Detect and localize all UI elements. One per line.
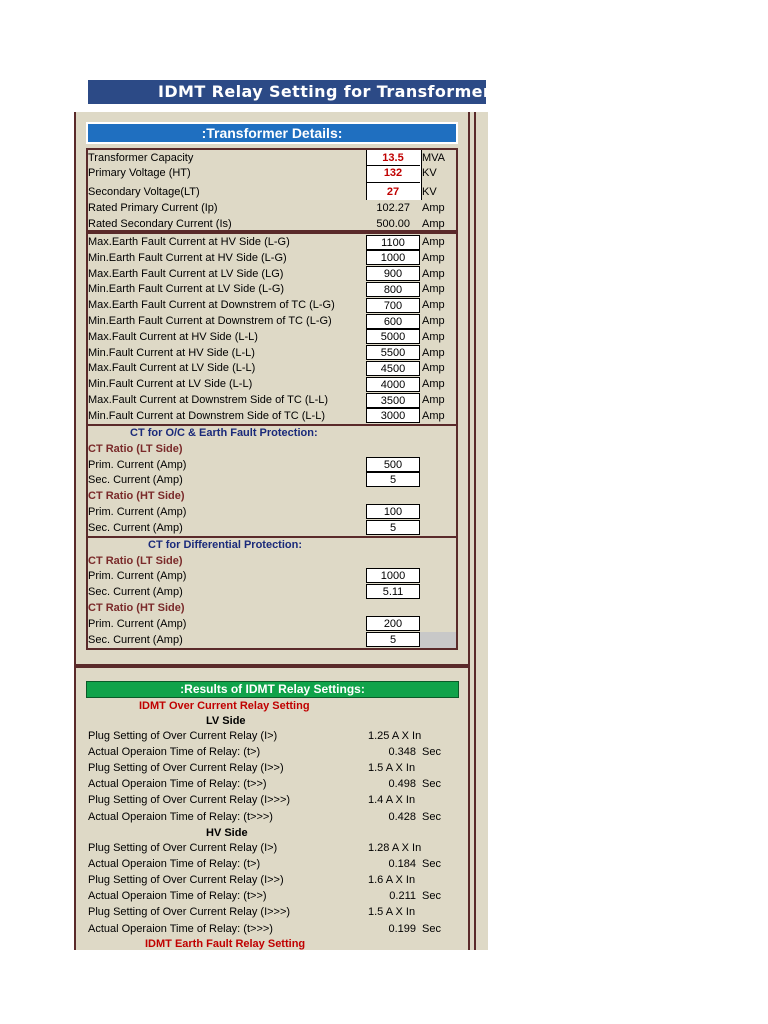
sheet-title: IDMT Relay Setting for Transformer (Ov [88, 80, 486, 104]
result-label: Plug Setting of Over Current Relay (I>) [88, 730, 278, 742]
fault-label: Max.Fault Current at LV Side (L-L) [88, 362, 256, 375]
result-time-unit: Sec [422, 746, 441, 759]
ct-diff-ht-prim-input[interactable]: 200 [366, 616, 420, 631]
ct-diff-ht-sec-label: Sec. Current (Amp) [88, 634, 183, 646]
fault-label: Min.Fault Current at Downstrem Side of TC (L-L) [88, 409, 325, 422]
fault-input[interactable]: 800 [366, 282, 420, 297]
fault-label: Max.Earth Fault Current at HV Side (L-G) [88, 236, 290, 248]
detail-unit: Amp [422, 202, 445, 214]
fault-unit: Amp [422, 330, 445, 343]
fault-input[interactable]: 4000 [366, 377, 420, 392]
fault-input[interactable]: 1100 [366, 235, 420, 250]
detail-unit: MVA [422, 152, 446, 164]
empty-gray-cell [420, 632, 456, 648]
fault-input[interactable]: 5500 [366, 345, 420, 360]
result-plug-setting: 1.25 A X In [368, 730, 422, 742]
result-label: Actual Operaion Time of Relay: (t>>>) [88, 922, 273, 935]
result-time-value: 0.428 [388, 810, 416, 823]
ct-oc-ht-prim-input[interactable]: 100 [366, 504, 420, 519]
ct-oc-ht-prim-label: Prim. Current (Amp) [88, 506, 187, 518]
ct-oc-lt-title: CT Ratio (LT Side) [88, 443, 183, 455]
results-header: :Results of IDMT Relay Settings: [86, 681, 459, 698]
result-plug-setting: 1.28 A X In [368, 842, 422, 854]
result-label: Actual Operaion Time of Relay: (t>>) [88, 890, 267, 903]
ct-diff-ht-title: CT Ratio (HT Side) [88, 602, 185, 614]
detail-label: Transformer Capacity [88, 152, 194, 164]
result-time-value: 0.211 [389, 890, 416, 903]
ct-oc-lt-sec-label: Sec. Current (Amp) [88, 474, 183, 486]
ef-relay-title: IDMT Earth Fault Relay Setting [145, 938, 306, 950]
fault-unit: Amp [422, 409, 445, 422]
result-time-unit: Sec [422, 858, 441, 871]
detail-unit: Amp [422, 218, 445, 230]
fault-unit: Amp [422, 267, 445, 280]
result-time-value: 0.199 [388, 922, 416, 935]
fault-input[interactable]: 5000 [366, 329, 420, 344]
ct-diff-ht-prim-label: Prim. Current (Amp) [88, 618, 187, 630]
result-time-value: 0.498 [388, 778, 416, 791]
fault-input[interactable]: 600 [366, 314, 420, 329]
result-plug-setting: 1.5 A X In [368, 906, 416, 919]
fault-unit: Amp [422, 251, 445, 264]
divider [366, 182, 420, 183]
result-time-unit: Sec [422, 922, 441, 935]
result-label: Plug Setting of Over Current Relay (I>>) [88, 762, 284, 775]
detail-input[interactable]: 132 [383, 167, 403, 179]
detail-input[interactable]: 27 [386, 186, 400, 198]
fault-unit: Amp [422, 315, 445, 327]
fault-label: Max.Earth Fault Current at LV Side (LG) [88, 267, 284, 280]
result-time-unit: Sec [422, 890, 441, 903]
result-label: Plug Setting of Over Current Relay (I>>) [88, 874, 284, 887]
fault-input[interactable]: 1000 [366, 250, 420, 265]
result-time-value: 0.184 [388, 858, 416, 871]
ct-diff-lt-title: CT Ratio (LT Side) [88, 555, 183, 567]
fault-unit: Amp [422, 362, 445, 375]
ct-diff-lt-prim-input[interactable]: 1000 [366, 568, 420, 583]
fault-label: Min.Fault Current at HV Side (L-L) [88, 346, 255, 359]
result-label: Plug Setting of Over Current Relay (I>) [88, 842, 278, 854]
fault-label: Max.Fault Current at Downstrem Side of TC (L-L) [88, 394, 329, 406]
fault-label: Min.Earth Fault Current at LV Side (L-G) [88, 283, 285, 296]
ct-diff-lt-sec-label: Sec. Current (Amp) [88, 586, 183, 598]
fault-input[interactable]: 700 [366, 298, 420, 313]
fault-unit: Amp [422, 283, 445, 296]
result-label: Plug Setting of Over Current Relay (I>>>) [88, 906, 291, 919]
detail-label: Rated Primary Current (Ip) [88, 202, 218, 214]
ct-oc-lt-prim-input[interactable]: 500 [366, 457, 420, 472]
ct-oc-lt-prim-label: Prim. Current (Amp) [88, 459, 187, 471]
fault-unit: Amp [422, 346, 445, 359]
detail-unit: KV [422, 186, 437, 198]
fault-label: Min.Fault Current at LV Side (L-L) [88, 378, 253, 391]
lv-side-title: LV Side [206, 715, 246, 727]
fault-unit: Amp [422, 378, 445, 391]
fault-unit: Amp [422, 236, 445, 248]
ct-diff-title: CT for Differential Protection: [148, 539, 303, 551]
result-plug-setting: 1.4 A X In [368, 794, 416, 807]
transformer-details-header: :Transformer Details: [86, 122, 458, 144]
sheet-right-column [474, 112, 488, 950]
fault-label: Max.Fault Current at HV Side (L-L) [88, 330, 258, 343]
ct-oc-lt-sec-input[interactable]: 5 [366, 472, 420, 487]
ct-diff-ht-sec-input[interactable]: 5 [366, 632, 420, 647]
result-time-value: 0.348 [388, 746, 416, 759]
result-label: Actual Operaion Time of Relay: (t>) [88, 746, 261, 759]
fault-label: Min.Earth Fault Current at HV Side (L-G) [88, 251, 287, 264]
fault-unit: Amp [422, 299, 445, 312]
detail-unit: KV [422, 167, 437, 179]
fault-label: Min.Earth Fault Current at Downstrem of TC (L-G) [88, 315, 332, 327]
ct-oc-ht-title: CT Ratio (HT Side) [88, 490, 185, 502]
result-time-unit: Sec [422, 778, 441, 791]
result-time-unit: Sec [422, 810, 441, 823]
detail-label: Primary Voltage (HT) [88, 167, 191, 179]
fault-input[interactable]: 3500 [366, 393, 420, 408]
fault-input[interactable]: 900 [366, 266, 420, 281]
result-plug-setting: 1.6 A X In [368, 874, 416, 887]
detail-value: 500.00 [376, 218, 410, 230]
ct-oc-ht-sec-label: Sec. Current (Amp) [88, 522, 183, 534]
detail-input[interactable]: 13.5 [382, 152, 404, 164]
fault-input[interactable]: 4500 [366, 361, 420, 376]
result-label: Actual Operaion Time of Relay: (t>>) [88, 778, 267, 791]
fault-label: Max.Earth Fault Current at Downstrem of TC (L-G) [88, 299, 335, 312]
detail-label: Secondary Voltage(LT) [88, 186, 200, 198]
hv-side-title: HV Side [206, 827, 248, 839]
ct-oc-ht-sec-input[interactable]: 5 [366, 520, 420, 535]
ct-diff-lt-prim-label: Prim. Current (Amp) [88, 570, 187, 582]
ct-oc-title: CT for O/C & Earth Fault Protection: [130, 427, 318, 439]
result-label: Plug Setting of Over Current Relay (I>>>) [88, 794, 291, 807]
detail-label: Rated Secondary Current (Is) [88, 218, 232, 230]
oc-relay-title: IDMT Over Current Relay Setting [139, 700, 310, 712]
fault-input[interactable]: 3000 [366, 408, 420, 423]
fault-unit: Amp [422, 394, 445, 406]
result-label: Actual Operaion Time of Relay: (t>>>) [88, 810, 273, 823]
result-plug-setting: 1.5 A X In [368, 762, 416, 775]
detail-value: 102.27 [376, 202, 410, 214]
result-label: Actual Operaion Time of Relay: (t>) [88, 858, 261, 871]
ct-diff-lt-sec-input[interactable]: 5.11 [366, 584, 420, 599]
